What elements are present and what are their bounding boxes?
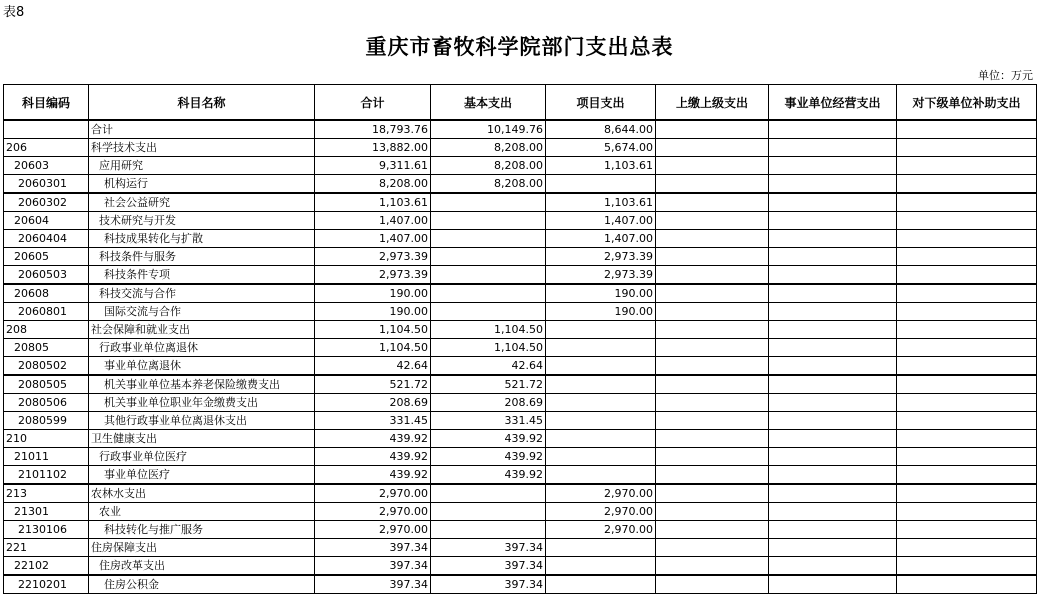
row-code: 221: [4, 539, 89, 557]
row-subsidy-lower: [897, 175, 1037, 194]
header-code: 科目编码: [4, 85, 89, 121]
row-business-operation: [769, 448, 897, 466]
row-total: 9,311.61: [315, 157, 431, 175]
row-name: 其他行政事业单位离退休支出: [89, 412, 315, 430]
row-basic: 331.45: [431, 412, 546, 430]
row-name: 事业单位离退休: [89, 357, 315, 376]
table-number-label: 表8: [3, 5, 25, 20]
row-basic: 8,208.00: [431, 175, 546, 194]
row-name: 科学技术支出: [89, 139, 315, 157]
unit-label: 单位：万元: [978, 69, 1033, 82]
table-row: [4, 157, 1037, 175]
row-project: 1,103.61: [546, 193, 656, 212]
row-subsidy-lower: [897, 484, 1037, 503]
row-basic: [431, 484, 546, 503]
row-business-operation: [769, 539, 897, 557]
row-project: 190.00: [546, 303, 656, 321]
row-business-operation: [769, 321, 897, 339]
row-subsidy-lower: [897, 539, 1037, 557]
row-code: 20608: [4, 284, 89, 303]
row-code: 2080505: [4, 375, 89, 394]
table-row: [4, 175, 1037, 194]
row-subsidy-lower: [897, 321, 1037, 339]
row-business-operation: [769, 284, 897, 303]
row-remit-superior: [656, 303, 769, 321]
row-total: 439.92: [315, 466, 431, 485]
row-total: 190.00: [315, 303, 431, 321]
table-row: [4, 503, 1037, 521]
row-code: 2080502: [4, 357, 89, 376]
row-remit-superior: [656, 539, 769, 557]
row-name: 农业: [89, 503, 315, 521]
row-business-operation: [769, 175, 897, 194]
row-subsidy-lower: [897, 394, 1037, 412]
row-total: 18,793.76: [315, 120, 431, 139]
row-subsidy-lower: [897, 448, 1037, 466]
row-remit-superior: [656, 503, 769, 521]
row-code: 2080506: [4, 394, 89, 412]
row-basic: 397.34: [431, 539, 546, 557]
row-basic: [431, 230, 546, 248]
row-basic: [431, 503, 546, 521]
row-name: 应用研究: [89, 157, 315, 175]
row-business-operation: [769, 339, 897, 357]
row-business-operation: [769, 375, 897, 394]
row-remit-superior: [656, 139, 769, 157]
row-basic: [431, 248, 546, 266]
row-code: 20805: [4, 339, 89, 357]
row-code: 22102: [4, 557, 89, 576]
row-project: [546, 412, 656, 430]
row-basic: 439.92: [431, 448, 546, 466]
row-code: 2210201: [4, 575, 89, 594]
table-row: [4, 120, 1037, 139]
header-name: 科目名称: [89, 85, 315, 121]
row-business-operation: [769, 303, 897, 321]
row-project: 1,103.61: [546, 157, 656, 175]
row-project: [546, 321, 656, 339]
row-project: 2,970.00: [546, 521, 656, 539]
row-remit-superior: [656, 557, 769, 576]
row-code: 2060302: [4, 193, 89, 212]
row-basic: [431, 303, 546, 321]
row-name: 住房改革支出: [89, 557, 315, 576]
row-subsidy-lower: [897, 303, 1037, 321]
row-project: [546, 175, 656, 194]
table-row: [4, 375, 1037, 394]
row-name: 行政事业单位离退休: [89, 339, 315, 357]
row-name: 科技成果转化与扩散: [89, 230, 315, 248]
row-business-operation: [769, 357, 897, 376]
row-basic: 1,104.50: [431, 321, 546, 339]
header-total: 合计: [315, 85, 431, 121]
row-total: 397.34: [315, 539, 431, 557]
row-subsidy-lower: [897, 557, 1037, 576]
row-subsidy-lower: [897, 230, 1037, 248]
table-row: [4, 321, 1037, 339]
row-business-operation: [769, 266, 897, 285]
row-project: 5,674.00: [546, 139, 656, 157]
row-business-operation: [769, 120, 897, 139]
row-total: 439.92: [315, 448, 431, 466]
row-remit-superior: [656, 394, 769, 412]
table-row: [4, 284, 1037, 303]
table-row: [4, 303, 1037, 321]
row-name: 机构运行: [89, 175, 315, 194]
table-row: [4, 575, 1037, 594]
row-remit-superior: [656, 284, 769, 303]
row-subsidy-lower: [897, 466, 1037, 485]
header-row: [4, 85, 1037, 121]
row-business-operation: [769, 484, 897, 503]
table-row: [4, 230, 1037, 248]
row-code: 2101102: [4, 466, 89, 485]
row-total: 439.92: [315, 430, 431, 448]
row-basic: [431, 266, 546, 285]
table-row: [4, 448, 1037, 466]
table-row: [4, 193, 1037, 212]
table-row: [4, 412, 1037, 430]
row-project: [546, 466, 656, 485]
row-business-operation: [769, 230, 897, 248]
table-row: [4, 139, 1037, 157]
row-total: 190.00: [315, 284, 431, 303]
row-remit-superior: [656, 321, 769, 339]
row-remit-superior: [656, 339, 769, 357]
row-remit-superior: [656, 448, 769, 466]
row-project: 2,973.39: [546, 266, 656, 285]
row-code: 21301: [4, 503, 89, 521]
row-total: 397.34: [315, 557, 431, 576]
row-subsidy-lower: [897, 521, 1037, 539]
row-project: 2,970.00: [546, 484, 656, 503]
row-name: 国际交流与合作: [89, 303, 315, 321]
row-remit-superior: [656, 430, 769, 448]
table-row: [4, 484, 1037, 503]
row-subsidy-lower: [897, 575, 1037, 594]
row-name: 社会公益研究: [89, 193, 315, 212]
row-subsidy-lower: [897, 266, 1037, 285]
row-business-operation: [769, 394, 897, 412]
row-total: 521.72: [315, 375, 431, 394]
row-business-operation: [769, 503, 897, 521]
row-total: 2,973.39: [315, 248, 431, 266]
row-total: 1,104.50: [315, 339, 431, 357]
table-row: [4, 212, 1037, 230]
row-total: 2,970.00: [315, 503, 431, 521]
row-business-operation: [769, 430, 897, 448]
row-business-operation: [769, 212, 897, 230]
row-total: 331.45: [315, 412, 431, 430]
row-project: 2,973.39: [546, 248, 656, 266]
row-remit-superior: [656, 484, 769, 503]
row-basic: 42.64: [431, 357, 546, 376]
row-name: 社会保障和就业支出: [89, 321, 315, 339]
row-name: 机关事业单位职业年金缴费支出: [89, 394, 315, 412]
table-row: [4, 394, 1037, 412]
row-total: 208.69: [315, 394, 431, 412]
row-business-operation: [769, 521, 897, 539]
row-basic: 397.34: [431, 557, 546, 576]
row-code: 213: [4, 484, 89, 503]
row-subsidy-lower: [897, 339, 1037, 357]
row-remit-superior: [656, 412, 769, 430]
row-name: 卫生健康支出: [89, 430, 315, 448]
header-remit-superior: 上缴上级支出: [656, 85, 769, 121]
row-business-operation: [769, 412, 897, 430]
row-total: 8,208.00: [315, 175, 431, 194]
row-remit-superior: [656, 157, 769, 175]
row-project: [546, 339, 656, 357]
row-remit-superior: [656, 357, 769, 376]
row-project: [546, 375, 656, 394]
table-row: [4, 430, 1037, 448]
row-project: [546, 430, 656, 448]
row-remit-superior: [656, 521, 769, 539]
row-subsidy-lower: [897, 284, 1037, 303]
row-remit-superior: [656, 212, 769, 230]
row-subsidy-lower: [897, 139, 1037, 157]
row-project: 8,644.00: [546, 120, 656, 139]
row-basic: 8,208.00: [431, 139, 546, 157]
row-basic: 208.69: [431, 394, 546, 412]
row-subsidy-lower: [897, 212, 1037, 230]
row-subsidy-lower: [897, 375, 1037, 394]
row-basic: 10,149.76: [431, 120, 546, 139]
row-business-operation: [769, 575, 897, 594]
row-total: 1,103.61: [315, 193, 431, 212]
row-total: 2,970.00: [315, 521, 431, 539]
row-basic: 521.72: [431, 375, 546, 394]
row-code: 2060503: [4, 266, 89, 285]
row-total: 1,407.00: [315, 230, 431, 248]
row-basic: 1,104.50: [431, 339, 546, 357]
row-name: 行政事业单位医疗: [89, 448, 315, 466]
header-project: 项目支出: [546, 85, 656, 121]
row-remit-superior: [656, 230, 769, 248]
row-subsidy-lower: [897, 503, 1037, 521]
row-remit-superior: [656, 375, 769, 394]
row-code: 2060301: [4, 175, 89, 194]
row-subsidy-lower: [897, 412, 1037, 430]
row-project: [546, 539, 656, 557]
row-basic: 8,208.00: [431, 157, 546, 175]
row-name: 农林水支出: [89, 484, 315, 503]
row-project: [546, 575, 656, 594]
row-project: 190.00: [546, 284, 656, 303]
table-row: [4, 266, 1037, 285]
row-subsidy-lower: [897, 430, 1037, 448]
row-total: 397.34: [315, 575, 431, 594]
header-subsidy-lower: 对下级单位补助支出: [897, 85, 1037, 121]
row-total: 42.64: [315, 357, 431, 376]
row-basic: [431, 284, 546, 303]
row-business-operation: [769, 248, 897, 266]
row-code: 2080599: [4, 412, 89, 430]
row-total: 2,970.00: [315, 484, 431, 503]
row-subsidy-lower: [897, 193, 1037, 212]
row-name: 技术研究与开发: [89, 212, 315, 230]
table-row: [4, 557, 1037, 576]
row-name: 机关事业单位基本养老保险缴费支出: [89, 375, 315, 394]
row-subsidy-lower: [897, 120, 1037, 139]
row-code: 2060801: [4, 303, 89, 321]
row-remit-superior: [656, 193, 769, 212]
row-name: 合计: [89, 120, 315, 139]
row-total: 1,407.00: [315, 212, 431, 230]
row-business-operation: [769, 157, 897, 175]
row-remit-superior: [656, 248, 769, 266]
row-business-operation: [769, 466, 897, 485]
table-row: [4, 357, 1037, 376]
row-total: 2,973.39: [315, 266, 431, 285]
row-total: 13,882.00: [315, 139, 431, 157]
row-name: 科技转化与推广服务: [89, 521, 315, 539]
row-name: 住房公积金: [89, 575, 315, 594]
page-title: 重庆市畜牧科学院部门支出总表: [365, 34, 674, 59]
row-business-operation: [769, 193, 897, 212]
row-project: [546, 557, 656, 576]
row-basic: [431, 521, 546, 539]
table-row: [4, 339, 1037, 357]
row-subsidy-lower: [897, 157, 1037, 175]
row-project: [546, 448, 656, 466]
row-code: 21011: [4, 448, 89, 466]
row-project: [546, 394, 656, 412]
row-project: [546, 357, 656, 376]
row-remit-superior: [656, 466, 769, 485]
row-code: 208: [4, 321, 89, 339]
row-remit-superior: [656, 120, 769, 139]
row-project: 1,407.00: [546, 212, 656, 230]
row-subsidy-lower: [897, 248, 1037, 266]
row-total: 1,104.50: [315, 321, 431, 339]
row-basic: [431, 212, 546, 230]
table-row: [4, 521, 1037, 539]
row-basic: 439.92: [431, 466, 546, 485]
row-remit-superior: [656, 575, 769, 594]
header-basic: 基本支出: [431, 85, 546, 121]
table-row: [4, 248, 1037, 266]
row-business-operation: [769, 557, 897, 576]
row-code: 210: [4, 430, 89, 448]
row-business-operation: [769, 139, 897, 157]
row-remit-superior: [656, 175, 769, 194]
row-basic: 397.34: [431, 575, 546, 594]
row-code: 206: [4, 139, 89, 157]
row-code: 20604: [4, 212, 89, 230]
row-project: 2,970.00: [546, 503, 656, 521]
row-remit-superior: [656, 266, 769, 285]
row-name: 科技条件与服务: [89, 248, 315, 266]
row-name: 科技交流与合作: [89, 284, 315, 303]
row-code: 2130106: [4, 521, 89, 539]
row-code: 20605: [4, 248, 89, 266]
expenditure-table: [3, 84, 1037, 594]
table-row: [4, 466, 1037, 485]
row-basic: 439.92: [431, 430, 546, 448]
row-name: 科技条件专项: [89, 266, 315, 285]
row-project: 1,407.00: [546, 230, 656, 248]
row-code: 20603: [4, 157, 89, 175]
row-subsidy-lower: [897, 357, 1037, 376]
row-name: 住房保障支出: [89, 539, 315, 557]
row-basic: [431, 193, 546, 212]
row-code: 2060404: [4, 230, 89, 248]
row-name: 事业单位医疗: [89, 466, 315, 485]
header-business-operation: 事业单位经营支出: [769, 85, 897, 121]
table-row: [4, 539, 1037, 557]
row-code: [4, 120, 89, 139]
